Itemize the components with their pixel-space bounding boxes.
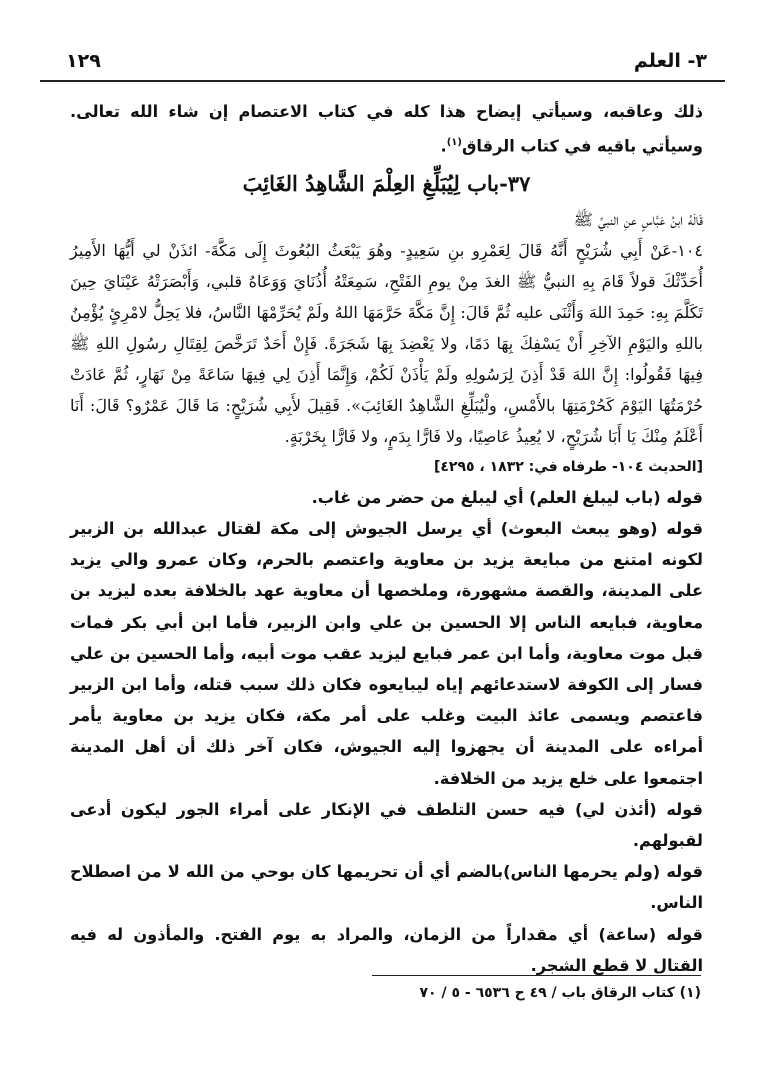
footnote-ref: (١) (446, 137, 462, 149)
chapter-title: ٣- العلم (633, 50, 707, 72)
commentary-text: (وهو يبعث البعوث) أي يرسل الجيوش إلى مكة لقتال عبدالله بن الزبير لكونه امتنع من مبايعة يزيد بن معاوية واعتصم بالحرم، وكان عمرو والي يزيد على المدينة، والقصة مشهورة، وملخصها أن معاوية عهد بالخلافة بعده ليزيد بن معاوية، فبايعه الناس إلا الحسين بن علي وابن الزبير، فأما ابن أبي بكر فمات قبل موت معاوية، وأما ابن عمر فبايع ليزيد عقب موت أبيه، وأما الحسين بن علي فسار إلى الكوفة لاستدعائهم إياه ليبايعوه فكان ذلك سبب قتله، وأما ابن الزبير فاعتصم ويسمى عائذ البيت وغلب على أمر مكة، فكان يزيد بن معاوية يأمر أمراءه على المدينة أن يجهزوا إليه الجيوش، فكان آخر ذلك أن أهل المدينة اجتمعوا على خلع يزيد من الخلافة. (70, 519, 703, 788)
chapter-heading: ٣٧-باب لِيُبَلِّغِ العِلْمَ الشَّاهِدُ الغَائِبَ (242, 170, 531, 196)
commentary-text: (ولم يحرمها الناس)بالضم أي أن تحريمها كان بوحي من الله لا من اصطلاح الناس. (70, 862, 703, 913)
commentary-1 (70, 482, 703, 513)
page-number: ١٢٩ (66, 50, 101, 72)
commentary-label: قوله (666, 862, 703, 882)
page-body (70, 96, 703, 981)
intro-paragraph (70, 96, 703, 162)
intro-end: . (440, 136, 447, 156)
hadith-text: ١٠٤-عَنْ أَبِي شُرَيْحٍ أَنَّهُ قَالَ لِعَمْرِو بنِ سَعِيدٍ- وهُوَ يَبْعَثُ البُعُوثَ إِلَى مَكَّةَ- ائذَنْ لي أَيُّهَا الأَمِيرُ أُحَدِّثْكَ قولاً قَامَ بِهِ النبيُّ ﷺ الغدَ مِنْ يومِ الفَتْحِ، سَمِعَتْهُ أُذُنَايَ وَوَعَاهُ قلبي، وَأَبْصَرَتْهُ عَيْنَايَ حِينَ تَكَلَّمَ بِهِ: حَمِدَ اللهَ وَأَثْنَى عليه ثُمَّ قَالَ: إِنَّ مَكَّةَ حَرَّمَهَا اللهُ ولَمْ يُحَرِّمْهَا النَّاسُ، فلا يَحِلُّ لامْرِئٍ يُؤْمِنُ باللهِ واليَوْمِ الآخِرِ أَنْ يَسْفِكَ بِهَا دَمًا، ولا يَعْضِدَ بِهَا شَجَرَةً. فَإِنْ أَحَدٌ تَرَخَّصَ لِقِتَالِ رسُولِ اللهِ ﷺ فِيهَا فَقُولُوا: إِنَّ اللهَ قَدْ أَذِنَ لِرَسُولِهِ ولَمْ يَأْذَنْ لَكُمْ، وَإِنَّمَا أَذِنَ لِي فِيهَا سَاعَةً مِنْ نَهَارٍ، ثُمَّ عَادَتْ حُرْمَتُهَا اليَوْمَ كَحُرْمَتِهَا بالأَمْسِ، ولْيُبَلِّغِ الشَّاهِدُ الغَائِبَ». فَقِيلَ لأَبِي شُرَيْحٍ: مَا قَالَ عَمْرٌو؟ قَالَ: أَنَا أَعْلَمُ مِنْكَ يَا أَبَا شُرَيْحٍ، لا يُعِيذُ عَاصِيًا، ولا فَارًّا بِدَمٍ، ولا فَارًّا بِخَرْبَةٍ. (70, 240, 703, 446)
commentary-text: (أئذن لي) فيه حسن التلطف في الإنكار على أمراء الجور ليكون أدعى لقبولهم. (70, 799, 703, 851)
commentary-4 (70, 856, 703, 918)
commentary-label: قوله (666, 799, 704, 819)
commentary-3 (70, 794, 703, 856)
commentary-text: (ساعة) أي مقداراً من الزمان، والمراد به يوم الفتح. والمأذون له فيه القتال لا قطع الشجر. (70, 924, 703, 975)
footnote-rule (372, 975, 701, 976)
narration-intro: قَالَهُ ابنُ عَبَّاسٍ عنِ النبيِّ ﷺ (573, 209, 703, 229)
commentary-5 (70, 919, 703, 981)
commentary-label: قوله (666, 487, 703, 507)
page-header (40, 42, 725, 78)
commentary-text: (باب ليبلغ العلم) أي ليبلغ من حضر من غاب. (311, 487, 661, 507)
commentary-2 (70, 513, 703, 794)
commentary-label: قوله (666, 924, 703, 944)
commentary-label: قوله (666, 519, 704, 538)
intro-text: ذلك وعاقبه، وسيأتي إيضاح هذا كله في كتاب الاعتصام إن شاء الله تعالى. وسيأتي باقيه في كتاب الرقاق (70, 102, 703, 156)
header-rule (40, 80, 725, 82)
footnote: (١) كتاب الرقاق باب / ٤٩ ح ٦٥٣٦ - ٥ / ٧٠ (419, 985, 701, 1001)
hadith-reference: [الحديث ١٠٤- طرفاه في: ١٨٣٢ ، ٤٢٩٥] (433, 458, 703, 475)
